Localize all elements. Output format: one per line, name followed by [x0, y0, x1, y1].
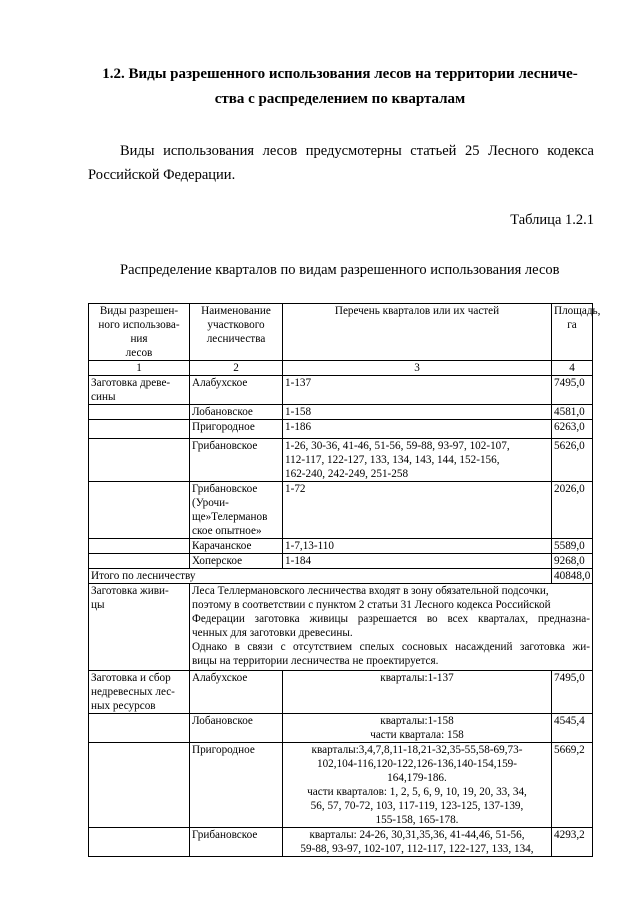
column-numbers-row	[89, 361, 593, 376]
quarters-table	[88, 303, 601, 857]
area-cell: 4581,0	[552, 405, 593, 420]
area-cell: 5626,0	[552, 439, 593, 482]
empty-cell	[89, 405, 190, 420]
table-row	[89, 439, 593, 482]
table-row	[89, 405, 593, 420]
area-cell: 4293,2	[552, 828, 593, 857]
use-type-cell: Заготовка живи- цы	[89, 584, 190, 671]
area-cell: 2026,0	[552, 482, 593, 539]
table-row	[89, 482, 593, 539]
table-title: Распределение кварталов по видам разрешенного использования лесов	[120, 262, 560, 278]
area-cell: 7495,0	[552, 671, 593, 714]
forestry-name-cell: Грибановское (Урочи- ще»Телерманов ское опытное»	[190, 482, 283, 539]
section-heading-line1: 1.2. Виды разрешенного использования лесов на территории лесниче-	[102, 66, 578, 82]
table-header-row	[89, 304, 593, 361]
resin-note-cell: Леса Теллермановского лесничества входят в зону обязательной подсочки, поэтому в соответствии с пунктом 2 статьи 31 Лесного кодекса Российской Федерации заготовка живицы разрешается во всех кварталах, предназна- ченных для заготовки древесины. Однако в связи с отсутствием спелых сосновых насаждений заготовка жи- вицы на территории лесничества не проектируется.	[190, 584, 593, 671]
table-label: Таблица 1.2.1	[510, 212, 594, 228]
empty-cell	[89, 714, 190, 743]
area-cell: 9268,0	[552, 554, 593, 569]
empty-cell	[89, 420, 190, 439]
quarters-cell: 1-184	[283, 554, 552, 569]
quarters-cell: 1-186	[283, 420, 552, 439]
quarters-cell: 1-7,13-110	[283, 539, 552, 554]
table-row	[89, 714, 593, 743]
forestry-name-cell: Лобановское	[190, 405, 283, 420]
forestry-name-cell: Грибановское	[190, 828, 283, 857]
quarters-cell: кварталы:1-158 части квартала: 158	[283, 714, 552, 743]
header-use-type: Виды разрешен- ного использова- ния лесов	[89, 304, 190, 361]
area-cell: 5589,0	[552, 539, 593, 554]
empty-cell	[89, 828, 190, 857]
forestry-name-cell: Хоперское	[190, 554, 283, 569]
table-row	[89, 671, 593, 714]
forestry-name-cell: Пригородное	[190, 420, 283, 439]
empty-cell	[89, 539, 190, 554]
header-forestry-name: Наименование участкового лесничества	[190, 304, 283, 361]
intro-line2: Российской Федерации.	[88, 167, 236, 183]
area-cell: 4545,4	[552, 714, 593, 743]
intro-line1: Виды использования лесов предусмотерны статьей 25 Лесного кодекса	[120, 143, 594, 159]
table-row	[89, 554, 593, 569]
quarters-cell: 1-72	[283, 482, 552, 539]
section-heading-line2: ства с распределением по кварталам	[214, 91, 466, 107]
total-row	[89, 569, 593, 584]
total-area: 40848,0	[552, 569, 593, 584]
forestry-name-cell: Грибановское	[190, 439, 283, 482]
forestry-name-cell: Алабухское	[190, 671, 283, 714]
table-row	[89, 584, 593, 671]
empty-cell	[89, 482, 190, 539]
header-area: Площадь, га	[552, 304, 593, 361]
table-row	[89, 376, 593, 405]
area-cell: 7495,0	[552, 376, 593, 405]
quarters-cell: кварталы:1-137	[283, 671, 552, 714]
quarters-cell: кварталы: 24-26, 30,31,35,36, 41-44,46, 51-56, 59-88, 93-97, 102-107, 112-117, 122-127, 133, 134,	[283, 828, 552, 857]
quarters-cell: 1-26, 30-36, 41-46, 51-56, 59-88, 93-97, 102-107, 112-117, 122-127, 133, 134, 143, 144, 152-156, 162-240, 242-249, 251-258	[283, 439, 552, 482]
column-number: 2	[190, 361, 283, 376]
forestry-name-cell: Лобановское	[190, 714, 283, 743]
column-number: 3	[283, 361, 552, 376]
header-quarters-list: Перечень кварталов или их частей	[283, 304, 552, 361]
forestry-name-cell: Алабухское	[190, 376, 283, 405]
total-label: Итого по лесничеству	[89, 569, 552, 584]
table-row	[89, 743, 593, 828]
area-cell: 6263,0	[552, 420, 593, 439]
forestry-name-cell: Карачанское	[190, 539, 283, 554]
use-type-cell: Заготовка и сбор недревесных лес- ных ресурсов	[89, 671, 190, 714]
empty-cell	[89, 743, 190, 828]
forestry-name-cell: Пригородное	[190, 743, 283, 828]
area-cell: 5669,2	[552, 743, 593, 828]
table-row	[89, 828, 593, 857]
table-row	[89, 539, 593, 554]
column-number: 4	[552, 361, 593, 376]
quarters-cell: 1-137	[283, 376, 552, 405]
empty-cell	[89, 439, 190, 482]
use-type-cell: Заготовка древе- сины	[89, 376, 190, 405]
quarters-cell: 1-158	[283, 405, 552, 420]
table-row	[89, 420, 593, 439]
column-number: 1	[89, 361, 190, 376]
quarters-cell: кварталы:3,4,7,8,11-18,21-32,35-55,58-69,73- 102,104-116,120-122,126-136,140-154,159- 164,179-186. части кварталов: 1, 2, 5, 6, 9, 10, 19, 20, 33, 34, 56, 57, 70-72, 103, 117-119, 123-125, 137-139, 155-158, 165-178.	[283, 743, 552, 828]
empty-cell	[89, 554, 190, 569]
